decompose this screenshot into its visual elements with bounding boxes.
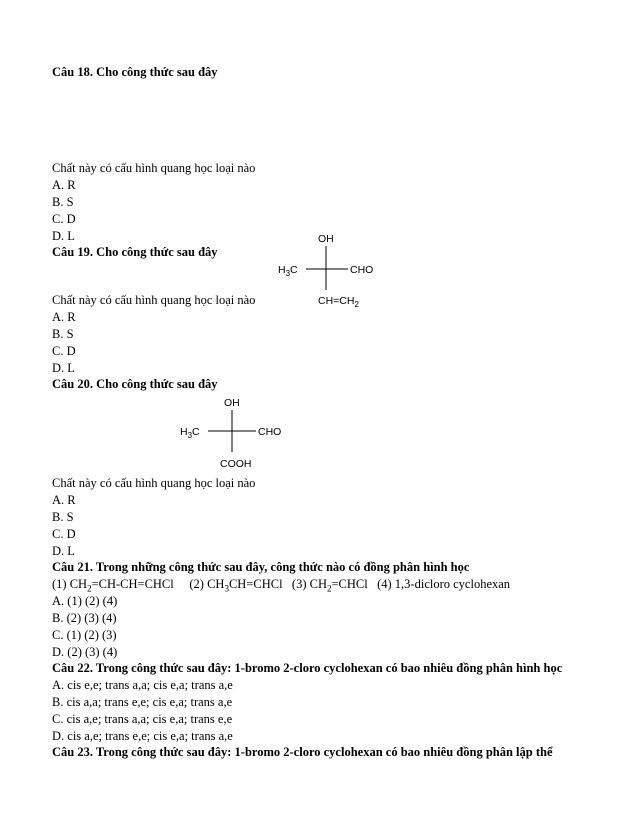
q19-right-group: CHO: [350, 264, 374, 276]
question-21-option-c: C. (1) (2) (3): [52, 628, 117, 642]
question-21-option-d: D. (2) (3) (4): [52, 645, 118, 659]
question-22-option-b: B. cis a,a; trans e,e; cis e,a; trans a,e: [52, 695, 233, 709]
question-20-title: Câu 20. Cho công thức sau đây: [52, 377, 218, 391]
q21-item-3: (3) $CH_2=CHCl$: [291, 577, 368, 594]
q20-top-group: OH: [224, 397, 240, 409]
question-23-title: Câu 23. Trong công thức sau đây: 1-bromo 2-cloro cyclohexan có bao nhiêu đồng phân lập thể: [52, 745, 553, 759]
q20-right-group: CHO: [258, 426, 282, 438]
question-20-fischer-projection: [176, 390, 296, 476]
question-20-prompt: Chất này có cấu hình quang học loại nào: [52, 476, 256, 490]
q20-bottom-group: COOH: [220, 458, 252, 470]
question-20-option-b: B. S: [52, 510, 74, 524]
question-19-prompt: Chất này có cấu hình quang học loại nào: [52, 293, 256, 307]
question-18-option-b: B. S: [52, 195, 74, 209]
question-19-option-b: B. S: [52, 327, 74, 341]
q19-top-group: OH: [318, 233, 334, 245]
question-18-option-a: A. R: [52, 178, 76, 192]
question-21-option-a: A. (1) (2) (4): [52, 594, 118, 608]
question-18-title: Câu 18. Cho công thức sau đây: [52, 65, 218, 79]
q21-item-4: (4) 1,3-dicloro cyclohexan: [377, 577, 511, 591]
question-22-title: Câu 22. Trong công thức sau đây: 1-bromo 2-cloro cyclohexan có bao nhiêu đồng phân hình học: [52, 661, 563, 675]
q19-bottom-group: $CH=CH_2$: [318, 295, 359, 309]
question-19-option-c: C. D: [52, 344, 76, 358]
q21-item-2: (2) $CH_3CH=CHCl$: [189, 577, 283, 594]
question-19-option-a: A. R: [52, 310, 76, 324]
question-19-fischer-projection: [270, 226, 390, 312]
q19-left-group: $H_3C$: [278, 264, 298, 278]
q21-item-1: (1) $CH_2=CH-CH=CHCl$: [52, 577, 174, 594]
q20-left-group: $H_3C$: [180, 426, 200, 440]
question-18-option-c: C. D: [52, 212, 76, 226]
question-20-option-c: C. D: [52, 527, 76, 541]
question-21-option-b: B. (2) (3) (4): [52, 611, 117, 625]
question-21-title: Câu 21. Trong những công thức sau đây, công thức nào có đồng phân hình học: [52, 560, 470, 574]
question-20-option-d: D. L: [52, 544, 75, 558]
question-21-items: [52, 576, 510, 592]
question-22-option-c: C. cis a,e; trans a,a; cis e,a; trans e,e: [52, 712, 233, 726]
question-22-option-d: D. cis a,e; trans e,e; cis e,a; trans a,e: [52, 729, 233, 743]
question-22-option-a: A. cis e,e; trans a,a; cis e,a; trans a,e: [52, 678, 233, 692]
question-19-title: Câu 19. Cho công thức sau đây: [52, 245, 218, 259]
question-18-option-d: D. L: [52, 229, 75, 243]
question-19-option-d: D. L: [52, 361, 75, 375]
question-20-option-a: A. R: [52, 493, 76, 507]
question-18-prompt: Chất này có cấu hình quang học loại nào: [52, 161, 256, 175]
